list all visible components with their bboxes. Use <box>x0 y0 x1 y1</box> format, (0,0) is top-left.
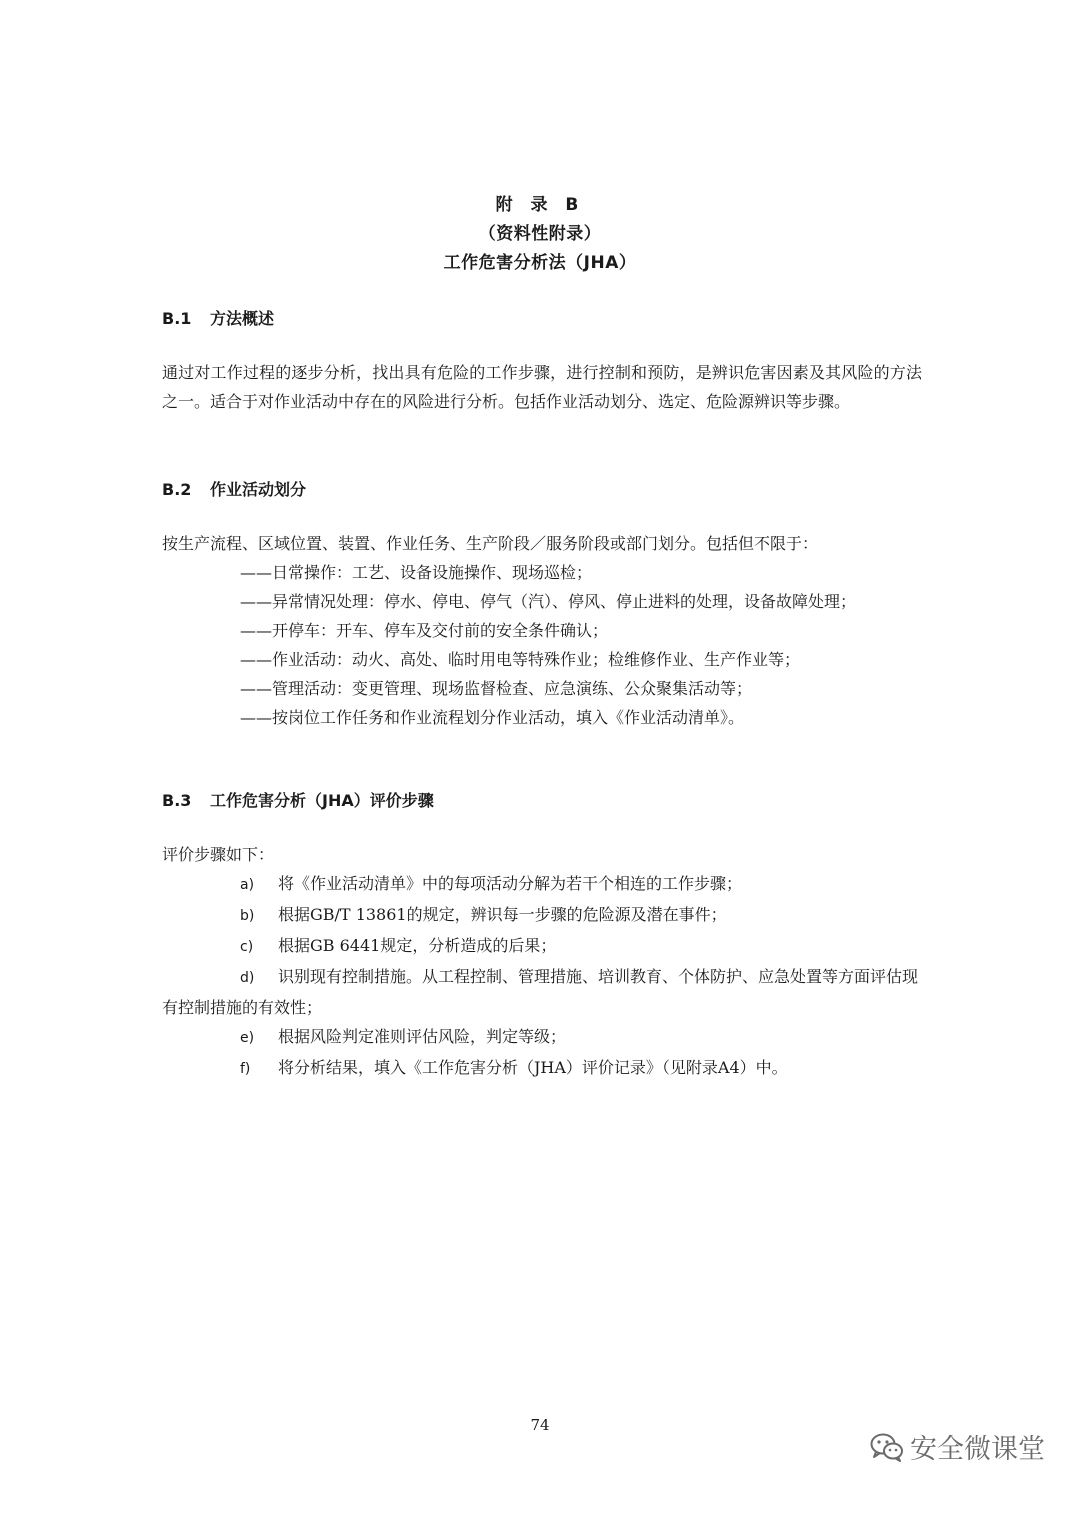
section-title: 工作危害分析（JHA）评价步骤 <box>210 791 434 810</box>
step-letter: e) <box>240 1030 255 1046</box>
section-number: B.1 <box>162 309 192 328</box>
step-text: 根据GB/T 13861的规定，辨识每一步骤的危险源及潜在事件； <box>278 905 727 924</box>
watermark <box>870 1427 1045 1466</box>
appendix-subtitle: （资料性附录） <box>478 224 602 244</box>
list-item: ——管理活动：变更管理、现场监督检查、应急演练、公众聚集活动等； <box>240 679 753 698</box>
list-item: ——按岗位工作任务和作业流程划分作业活动，填入《作业活动清单》。 <box>240 708 745 727</box>
step-text: 根据GB 6441规定，分析造成的后果； <box>278 936 557 955</box>
step-letter: d) <box>240 970 255 986</box>
step-text: 将《作业活动清单》中的每项活动分解为若干个相连的工作步骤； <box>278 874 743 893</box>
appendix-title: 附 录 B <box>495 195 585 215</box>
section-title: 方法概述 <box>210 309 275 328</box>
page-number: 74 <box>530 1416 550 1434</box>
watermark-text: 安全微课堂 <box>910 1434 1045 1465</box>
step-text: 根据风险判定准则评估风险，判定等级； <box>278 1027 567 1046</box>
list-item: ——作业活动：动火、高处、临时用电等特殊作业；检维修作业、生产作业等； <box>240 650 801 669</box>
step-letter: b) <box>240 908 255 924</box>
step-text: 识别现有控制措施。从工程控制、管理措施、培训教育、个体防护、应急处置等方面评估现有控制措施的有效性； <box>162 967 919 1017</box>
section-b2-list <box>162 529 922 732</box>
step-item <box>162 931 920 962</box>
list-item: ——日常操作：工艺、设备设施操作、现场巡检； <box>240 563 593 582</box>
section-b3-steps <box>162 840 922 1084</box>
section-b2-intro: 按生产流程、区域位置、装置、作业任务、生产阶段／服务阶段或部门划分。包括但不限于： <box>162 534 819 553</box>
step-item <box>162 1022 920 1053</box>
step-letter: f) <box>240 1061 251 1077</box>
section-number: B.3 <box>162 791 192 810</box>
step-letter: c) <box>240 939 254 955</box>
step-item <box>162 900 920 931</box>
list-item: ——异常情况处理：停水、停电、停气（汽）、停风、停止进料的处理，设备故障处理； <box>240 592 857 611</box>
appendix-main-title: 工作危害分析法（JHA） <box>443 253 637 273</box>
section-heading-b2 <box>162 477 306 500</box>
step-item <box>162 1053 920 1084</box>
step-text: 将分析结果，填入《工作危害分析（JHA）评价记录》（见附录A4）中。 <box>278 1058 788 1077</box>
section-heading-b1 <box>162 306 274 329</box>
section-number: B.2 <box>162 480 192 499</box>
step-item <box>162 869 920 900</box>
section-title: 作业活动划分 <box>210 480 307 499</box>
list-item: ——开停车：开车、停车及交付前的安全条件确认； <box>240 621 609 640</box>
section-b3-intro: 评价步骤如下： <box>162 845 275 864</box>
step-letter: a) <box>240 877 255 893</box>
wechat-icon <box>870 1432 904 1462</box>
step-item <box>162 962 922 1022</box>
section-b1-paragraph: 通过对工作过程的逐步分析，找出具有危险的工作步骤，进行控制和预防，是辨识危害因素及其风险的方法之一。适合于对作业活动中存在的风险进行分析。包括作业活动划分、选定、危险源辨识等步骤。 <box>162 363 922 411</box>
section-heading-b3 <box>162 788 434 811</box>
